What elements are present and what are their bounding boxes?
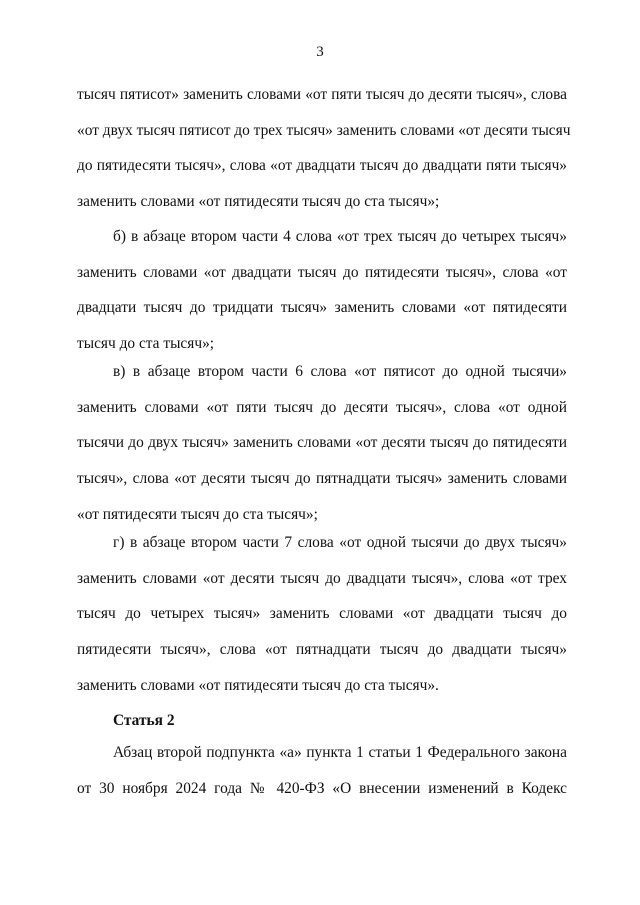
paragraph-item-v (77, 362, 567, 540)
text-line: заменить словами «от пятидесяти тысяч до ста тысяч». (77, 676, 439, 694)
text-line: тысяч до ста тысяч»; (77, 335, 215, 353)
text-line: тысячи до двух тысяч» заменить словами «от десяти тысяч до пятидесяти (77, 434, 567, 452)
text-line: пятидесяти тысяч», слова «от пятнадцати тысяч до двадцати тысяч» (77, 641, 567, 659)
text-line: двадцати тысяч до тридцати тысяч» заменить словами «от пятидесяти (77, 299, 567, 317)
text-line: б) в абзаце втором части 4 слова «от трех тысяч до четырех тысяч» (113, 228, 567, 245)
text-line: тысяч», слова «от десяти тысяч до пятнадцати тысяч» заменить словами (77, 470, 567, 488)
text-line: от 30 ноября 2024 года № 420-ФЗ «О внесении изменений в Кодекс (77, 779, 567, 797)
paragraph-continuation (77, 85, 571, 228)
text-line: в) в абзаце втором части 6 слова «от пятисот до одной тысячи» (113, 363, 567, 380)
article-body (77, 743, 567, 814)
text-line: «от двух тысяч пятисот до трех тысяч» заменить словами «от десяти тысяч (77, 121, 571, 139)
text-line: тысяч пятисот» заменить словами «от пяти тысяч до десяти тысяч», слова (77, 86, 567, 103)
article-heading: Статья 2 (113, 712, 175, 729)
text-line: заменить словами «от десяти тысяч до двадцати тысяч», слова «от трех (77, 569, 567, 587)
text-line: заменить словами «от пяти тысяч до десяти тысяч», слова «от одной (77, 398, 567, 416)
paragraph-item-g (77, 533, 567, 711)
text-line: заменить словами «от пятидесяти тысяч до ста тысяч»; (77, 193, 440, 211)
page-number: 3 (316, 44, 324, 60)
text-line: тысяч до четырех тысяч» заменить словами «от двадцати тысяч до (77, 605, 567, 623)
text-line: до пятидесяти тысяч», слова «от двадцати тысяч до двадцати пяти тысяч» (77, 157, 567, 175)
text-line: заменить словами «от двадцати тысяч до пятидесяти тысяч», слова «от (77, 263, 567, 281)
text-line: «от пятидесяти тысяч до ста тысяч»; (77, 505, 318, 523)
text-line: Абзац второй подпункта «а» пункта 1 статьи 1 Федерального закона (113, 744, 567, 761)
paragraph-item-b (77, 227, 567, 370)
text-line: г) в абзаце втором части 7 слова «от одной тысячи до двух тысяч» (113, 534, 567, 551)
